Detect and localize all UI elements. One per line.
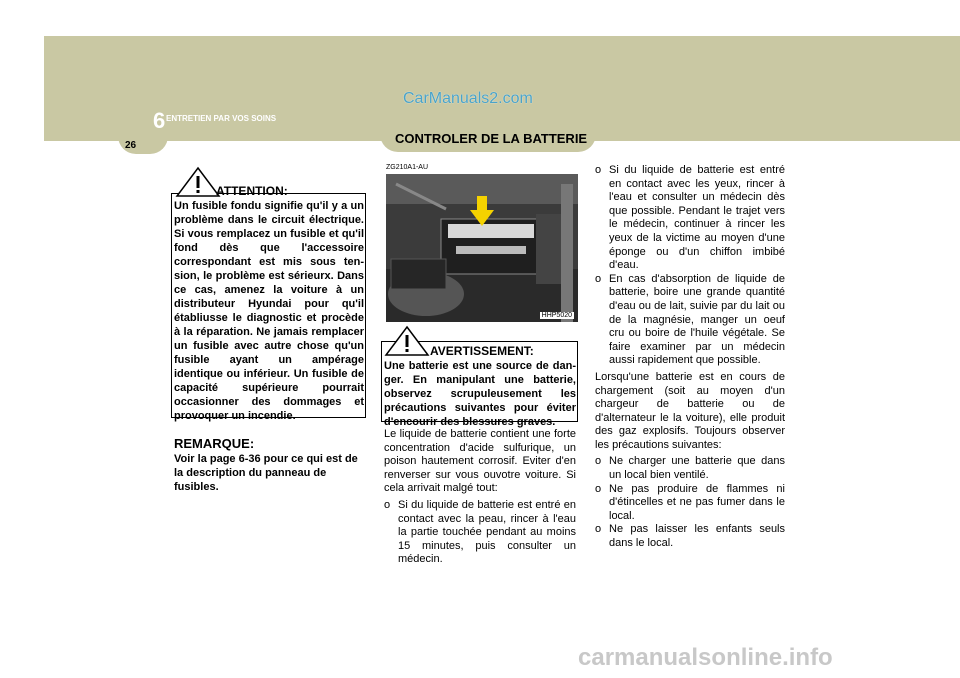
section-title: CONTROLER DE LA BATTERIE — [395, 131, 588, 146]
remark-title: REMARQUE: — [174, 436, 255, 451]
watermark-bottom[interactable]: carmanualsonline.info — [578, 644, 833, 671]
warning-triangle-icon — [175, 166, 221, 198]
watermark-top[interactable]: CarManuals2.com — [403, 90, 533, 107]
middle-intro: Le liquide de batterie contient une forte concentration d'acide sulfurique, un poison hautement corrosif. Eviter d'en renverser sur vous ouvotre voiture. Si cela arrivait malgé tout: — [384, 428, 576, 495]
list-item — [595, 523, 785, 550]
bullet-text: Ne pas laisser les enfants seuls dans le local. — [609, 523, 785, 550]
bullet-mark: o — [595, 455, 602, 468]
remark-text: Voir la page 6-36 pour ce qui est de la description du panneau de fusibles. — [174, 453, 358, 493]
list-item — [595, 483, 785, 524]
bullet-mark: o — [595, 482, 602, 495]
avertissement-title: AVERTISSEMENT: — [430, 344, 534, 358]
right-column — [595, 164, 785, 551]
bullet-mark: o — [595, 164, 602, 176]
bullet-mark: o — [595, 272, 602, 285]
bullet-text: Si du liquide de batterie est entré en contact avec la peau, rincer à l'eau la partie touchée pendant au moins 15 minutes, puis consulter un médecin. — [398, 498, 576, 566]
bullet-mark: o — [384, 498, 391, 511]
bullet-mark: o — [595, 523, 602, 536]
list-item — [595, 164, 785, 273]
list-item — [595, 273, 785, 368]
chapter-number: 6 — [153, 108, 166, 133]
avertissement-text: Une batterie est une source de dan-ger. En manipulant une batterie, observez scrupuleusement les précautions suivantes pour éviter d'encourir des blessures graves. — [384, 360, 576, 428]
list-item — [384, 499, 576, 567]
page-number: 26 — [125, 140, 137, 151]
bullet-text: Ne pas produire de flammes ni d'étincelles et ne pas fumer dans le local. — [609, 482, 785, 522]
battery-photo — [386, 174, 578, 322]
arrow-down-icon — [470, 196, 494, 226]
bullet-text: En cas d'absorption de liquide de batterie, boire une grande quantité d'eau ou de lait, suivie par du lait ou de la magnésie, manger un oeuf cru ou boire de l'huile végétale. Se faire examiner par un médecin aussi rapidement que possible. — [609, 272, 785, 367]
bullet-text: Si du liquide de batterie est entré en contact avec les yeux, rincer à l'eau et consulter un médecin dès que possible. Pendant le trajet vers le médecin, continuer à rincer les yeux de la victime au moyen d'une éponge ou d'un chiffon imbibé d'eau. — [609, 164, 785, 272]
figure-ref-code: ZG210A1-AU — [386, 164, 429, 171]
attention-text: Un fusible fondu signifie qu'il y a un problème dans le circuit électrique. Si vous remplacez un fusible et qu'il fond dès que l'accessoire correspondant est mis sous ten-sion, le problème est sérieurx. Dans ce cas, amenez la voiture à un distributeur Hyundai pour qu'il établiusse le diagnostic et procède à la réparation. Ne jamais remplacer un fusible avec autre chose qu'un fusible ayant un ampérage identique ou inférieur. Un fusible de capacité supérieure pourrait occasionner des dommages et provoquer un incendie. — [174, 200, 364, 422]
list-item — [595, 455, 785, 482]
attention-title: ATTENTION: — [216, 184, 288, 198]
right-paragraph: Lorsqu'une batterie est en cours de chargement (soit au moyen d'un chargeur de batterie ou de d'alternateur le la voiture), elle produit des gaz explosifs. Toujours observer les précautions suivantes: — [595, 370, 785, 451]
bullet-text: Ne charger une batterie que dans un local bien ventilé. — [609, 455, 785, 482]
warning-triangle-icon — [384, 325, 430, 357]
middle-column — [384, 428, 576, 567]
figure-label: HHP5020 — [541, 312, 572, 319]
chapter-title: ENTRETIEN PAR VOS SOINS — [166, 114, 277, 123]
